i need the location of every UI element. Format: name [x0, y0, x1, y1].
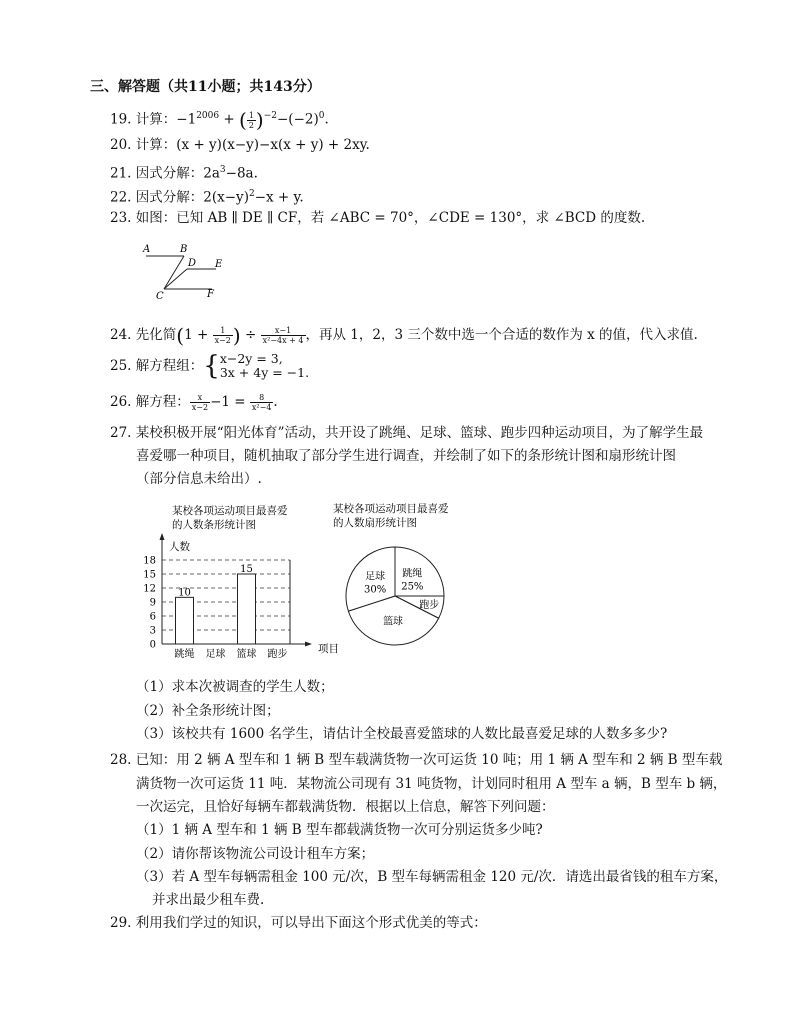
pie-slice-label: 足球 — [365, 571, 386, 583]
question-19: 19. 计算：$-1^{2006}$ + ( $\frac{1}{2}$ )$^{-2}-(-2)^0$. — [110, 108, 329, 132]
y-tick-label: 0 — [149, 639, 156, 651]
pie-slice-label: 跳绳 — [402, 568, 423, 580]
question-27-line2: 喜爱哪一种项目，随机抽取了部分学生进行调查，并绘制了如下的条形统计图和扇形统计图 — [136, 448, 676, 464]
question-23: 23. 如图：已知 AB ∥ DE ∥ CF，若 ∠ABC = 70°，∠CDE = 130°，求 ∠BCD 的度数. — [110, 210, 646, 226]
question-29: 29. 利用我们学过的知识，可以导出下面这个形式优美的等式： — [110, 915, 487, 931]
bar-value-label: 10 — [178, 587, 191, 599]
x-category-label: 篮球 — [236, 649, 257, 660]
question-26: 26. 解方程： $\frac{x}{x-2}$ −1 = $\frac{8}{\text{x²−4}}$ . — [110, 393, 278, 412]
y-tick-label: 15 — [143, 569, 156, 581]
question-28-line3: 一次运完，且恰好每辆车都载满货物．根据以上信息，解答下列问题： — [136, 799, 555, 815]
question-28-sub2: （2）请你帮该物流公司设计租车方案； — [136, 846, 375, 862]
pie-slice-percent: 30% — [364, 584, 387, 596]
question-28-line1: 28. 已知：用 2 辆 A 型车和 1 辆 B 型车载满货物一次可运货 10 吨；用 1 辆 A 型车和 2 辆 B 型车载 — [110, 752, 723, 768]
question-28-sub3: （3）若 A 型车每辆需租金 100 元/次，B 型车每辆需租金 120 元/次．请选出最省钱的租车方案， — [136, 869, 728, 885]
line-bc — [164, 256, 184, 289]
line-cd — [164, 269, 187, 289]
label-d: D — [188, 258, 197, 269]
bar-chart-title-2: 的人数条形统计图 — [172, 519, 256, 531]
y-tick-label: 18 — [143, 555, 156, 567]
question-20: 20. 计算：(x + y)(x−y)−x(x + y) + 2xy. — [110, 137, 370, 153]
bar — [176, 597, 194, 644]
question-27-sub3: （3）该校共有 1600 名学生，请估计全校最喜爱篮球的人数比最喜爱足球的人数多多少? — [136, 726, 668, 742]
question-28-sub3-cont: 并求出最少租车费. — [152, 892, 265, 908]
y-tick-label: 3 — [149, 625, 156, 637]
label-e: E — [215, 259, 223, 270]
label-b: B — [180, 244, 188, 255]
x-axis-arrow — [305, 642, 312, 647]
y-tick-label: 9 — [149, 597, 156, 609]
section-title: 三、解答题（共11小题；共143分） — [90, 79, 321, 95]
bar-chart-xlabel: 项目 — [318, 643, 339, 655]
pie-slice-label: 篮球 — [383, 616, 404, 628]
pie-slice-label: 跑步 — [419, 600, 440, 612]
question-27-sub2: （2）补全条形统计图； — [136, 703, 280, 719]
question-27-line3: （部分信息未给出）. — [136, 471, 262, 487]
label-f: F — [207, 289, 214, 300]
bar-chart-title-1: 某校各项运动项目最喜爱 — [172, 505, 288, 517]
bar-chart-ylabel: 人数 — [169, 541, 190, 553]
bar-chart — [140, 500, 350, 665]
question-21: 21. 因式分解：$2a^3-8a$. — [110, 165, 258, 182]
geometry-figure-23 — [140, 240, 240, 302]
label-a: A — [143, 244, 151, 255]
question-28-line2: 满货物一次可运货 11 吨．某物流公司现有 31 吨货物，计划同时租用 A 型车 a 辆，B 型车 b 辆， — [136, 776, 727, 792]
pie-slice-percent: 25% — [401, 581, 424, 593]
question-22: 22. 因式分解：$2(x-y)^2-x + y$. — [110, 189, 304, 206]
y-axis-arrow — [160, 533, 165, 540]
y-tick-label: 6 — [149, 611, 156, 623]
bar-value-label: 15 — [240, 564, 253, 575]
x-category-label: 足球 — [205, 649, 226, 660]
bar — [238, 574, 256, 644]
question-27-sub1: （1）求本次被调查的学生人数； — [136, 679, 334, 695]
y-tick-label: 12 — [143, 583, 156, 595]
question-28-sub1: （1）1 辆 A 型车和 1 辆 B 型车都载满货物一次可分别运货多少吨? — [136, 822, 543, 838]
pie-chart-title-2: 的人数扇形统计图 — [333, 517, 417, 529]
question-27-line1: 27. 某校积极开展“阳光体育”活动，共开设了跳绳、足球、篮球、跑步四种运动项目，为了解学生最 — [110, 425, 704, 441]
question-25: 25. 解方程组：{ x−2y = 3, 3x + 4y = −1. — [110, 351, 310, 381]
question-24: 24. 先化简(1 + $\frac{1}{x-2}$ ) ÷ $\frac{x-1}{\text{x²−4x + 4}}$ ，再从 1，2，3 三个数中选一个合适的数作为 x 的值，代入求值. — [110, 323, 698, 348]
x-category-label: 跳绳 — [174, 649, 195, 660]
pie-chart-title-1: 某校各项运动项目最喜爱 — [333, 503, 449, 515]
x-category-label: 跑步 — [267, 649, 288, 660]
pie-chart — [325, 498, 470, 660]
label-c: C — [156, 291, 164, 302]
